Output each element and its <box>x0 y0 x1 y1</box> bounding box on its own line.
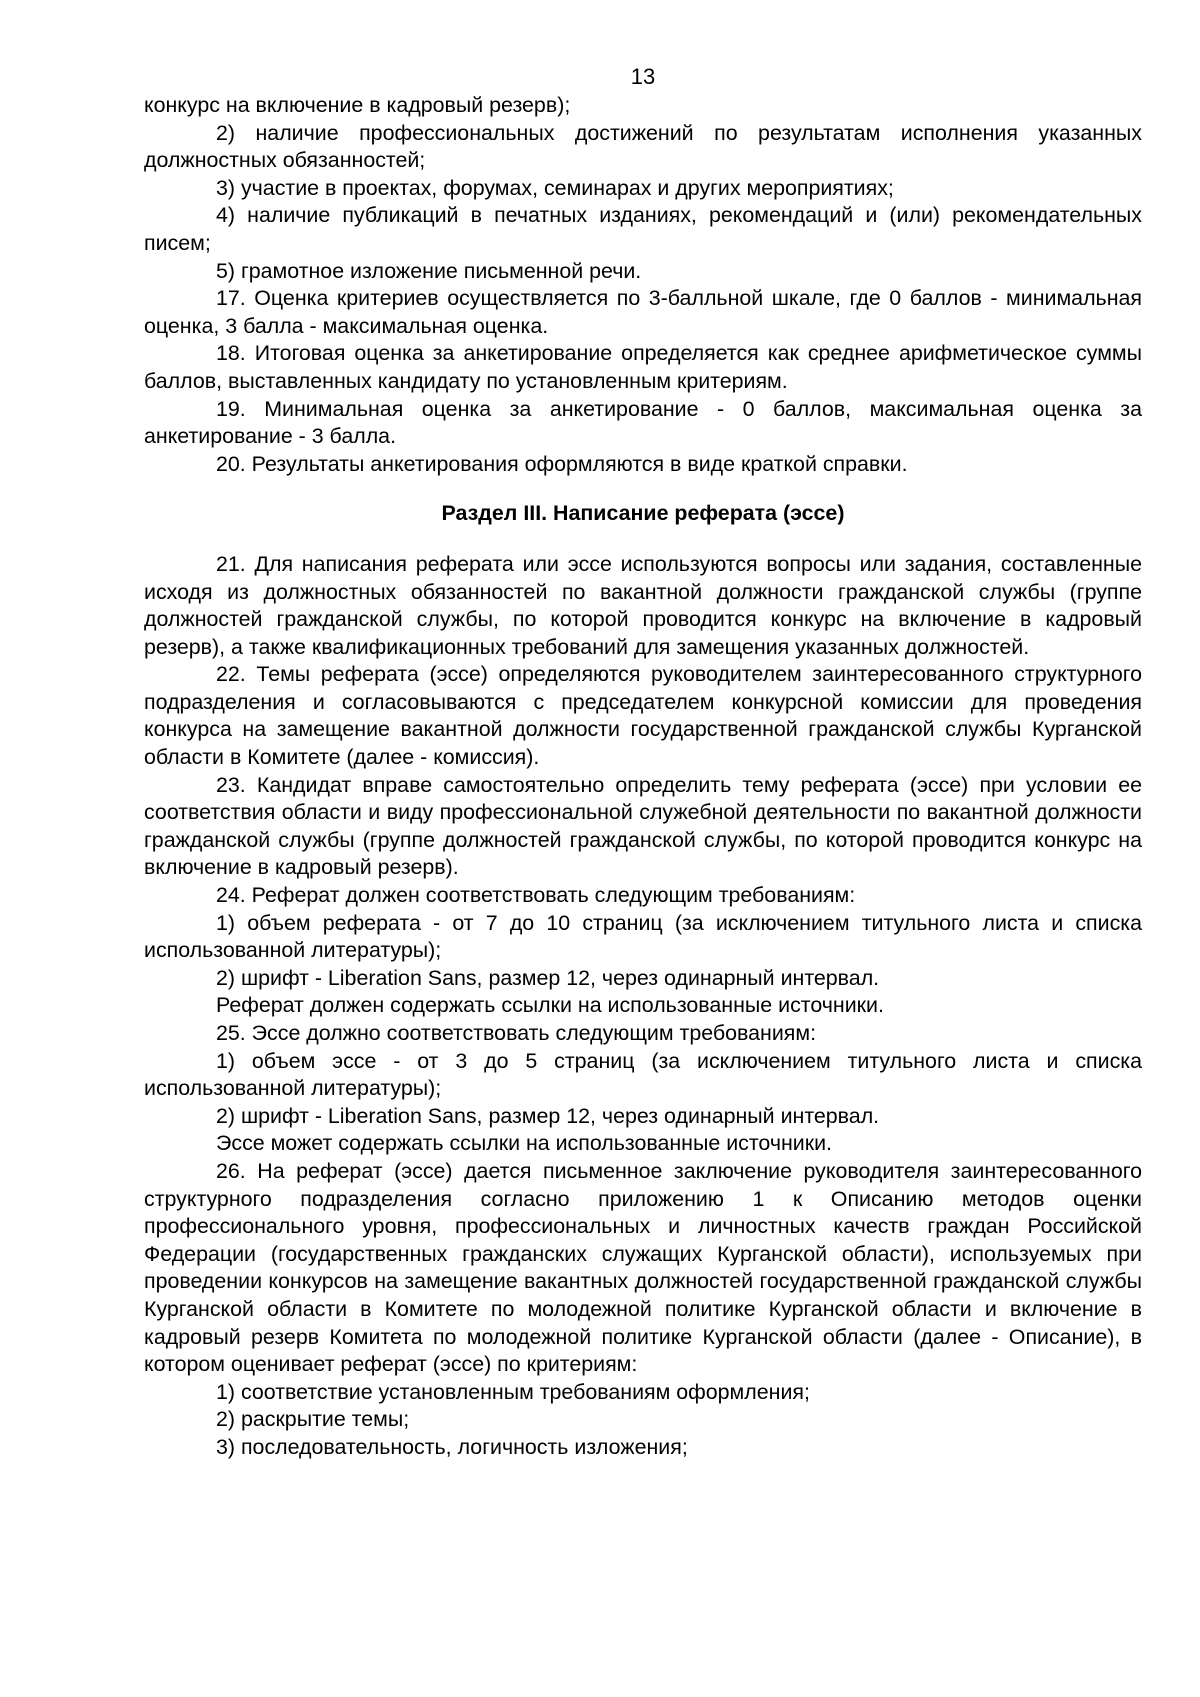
paragraph-24-item-1: 1) объем реферата - от 7 до 10 страниц (за исключением титульного листа и списка использованной литературы); <box>144 910 1142 963</box>
paragraph-item-3: 3) участие в проектах, форумах, семинарах и других мероприятиях; <box>216 175 894 200</box>
paragraph-item-4: 4) наличие публикаций в печатных изданиях, рекомендаций и (или) рекомендательных писем; <box>144 203 1142 255</box>
paragraph-continuation: конкурс на включение в кадровый резерв); <box>144 93 571 117</box>
paragraph-25: 25. Эссе должно соответствовать следующим требованиям: <box>216 1021 817 1045</box>
paragraph-26-item-1: 1) соответствие установленным требованиям оформления; <box>216 1379 810 1404</box>
paragraph-item-2: 2) наличие профессиональных достижений по результатам исполнения указанных должностных обязанностей; <box>144 120 1142 173</box>
section-heading: Раздел III. Написание реферата (эссе) <box>441 501 845 526</box>
paragraph-26: 26. На реферат (эссе) дается письменное заключение руководителя заинтересованного структурного подразделения согласно приложению 1 к Описанию методов оценки профессионального уровня, профессиональных и личностных качеств граждан Российской Федерации (государственных гражданских служащих Курганской области), используемых при проведении конкурсов на замещение вакантных должностей государственной гражданской службы Курганской области в Комитете по молодежной политике Курганской области и включение в кадровый резерв Комитета по молодежной политике Курганской области (далее - Описание), в котором оценивает реферат (эссе) по критериям: <box>144 1158 1142 1377</box>
paragraph-25-item-2: 2) шрифт - Liberation Sans, размер 12, через одинарный интервал. <box>216 1103 880 1128</box>
document-page <box>144 64 1142 1462</box>
paragraph-18: 18. Итоговая оценка за анкетирование определяется как среднее арифметическое суммы баллов, выставленных кандидату по установленным критериям. <box>144 341 1142 393</box>
paragraph-17: 17. Оценка критериев осуществляется по 3-балльной шкале, где 0 баллов - минимальная оценка, 3 балла - максимальная оценка. <box>144 286 1142 338</box>
paragraph-26-item-2: 2) раскрытие темы; <box>216 1407 410 1432</box>
page-number: 13 <box>630 64 656 89</box>
paragraph-25-item-1: 1) объем эссе - от 3 до 5 страниц (за исключением титульного листа и списка использованной литературы); <box>144 1048 1142 1101</box>
paragraph-23: 23. Кандидат вправе самостоятельно определить тему реферата (эссе) при условии ее соответствия области и виду профессиональной служебной деятельности по вакантной должности гражданской службы (группе должностей гражданской службы, по которой проводится конкурс на включение в кадровый резерв). <box>144 772 1142 880</box>
paragraph-21: 21. Для написания реферата или эссе используются вопросы или задания, составленные исходя из должностных обязанностей по вакантной должности гражданской службы (группе должностей гражданской службы, по которой проводится конкурс на включение в кадровый резерв), а также квалификационных требований для замещения указанных должностей. <box>144 551 1142 659</box>
paragraph-24-note: Реферат должен содержать ссылки на использованные источники. <box>216 993 884 1018</box>
paragraph-24-item-2: 2) шрифт - Liberation Sans, размер 12, через одинарный интервал. <box>216 965 880 990</box>
paragraph-24: 24. Реферат должен соответствовать следующим требованиям: <box>216 883 856 908</box>
paragraph-22: 22. Темы реферата (эссе) определяются руководителем заинтересованного структурного подразделения и согласовываются с председателем конкурсной комиссии для проведения конкурса на замещение вакантной должности государственной гражданской службы Курганской области в Комитете (далее - комиссия). <box>144 662 1142 770</box>
paragraph-20: 20. Результаты анкетирования оформляются в виде краткой справки. <box>216 451 908 476</box>
paragraph-item-5: 5) грамотное изложение письменной речи. <box>216 258 642 283</box>
paragraph-25-note: Эссе может содержать ссылки на использованные источники. <box>216 1131 832 1156</box>
paragraph-19: 19. Минимальная оценка за анкетирование - 0 баллов, максимальная оценка за анкетирование - 3 балла. <box>144 396 1142 449</box>
paragraph-26-item-3: 3) последовательность, логичность изложения; <box>216 1434 688 1459</box>
